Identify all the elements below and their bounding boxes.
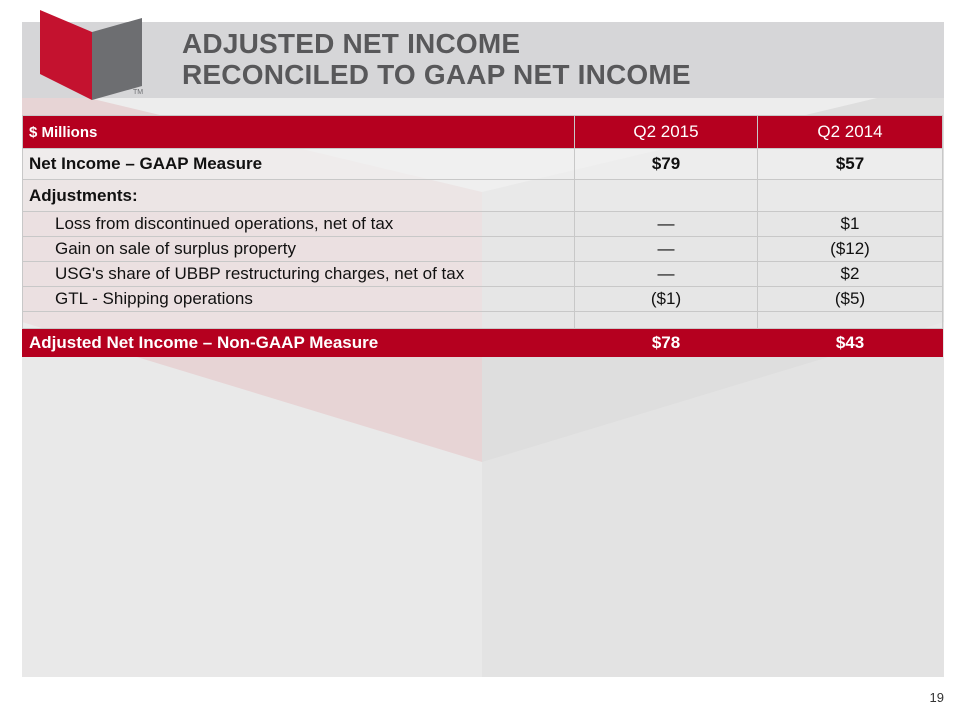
row-label: GTL - Shipping operations (23, 287, 575, 312)
row-value-q2-2015: — (575, 262, 758, 287)
row-value-q2-2015: $79 (575, 149, 758, 180)
page-title (182, 28, 691, 90)
logo-tm: TM (133, 89, 144, 96)
table-row (23, 212, 943, 237)
empty-cell (575, 180, 758, 212)
spacer-row (23, 312, 943, 329)
empty-cell (758, 180, 943, 212)
title-line-2: RECONCILED TO GAAP NET INCOME (182, 59, 691, 90)
row-label: Gain on sale of surplus property (23, 237, 575, 262)
reconciliation-table (22, 115, 943, 357)
table-header-row (23, 116, 943, 149)
table-row (23, 287, 943, 312)
row-value-q2-2014: ($12) (758, 237, 943, 262)
page-number: 19 (929, 690, 944, 705)
adjustments-heading-row (23, 180, 943, 212)
table-row (23, 237, 943, 262)
header-units: $ Millions (23, 116, 575, 149)
row-value-q2-2015: $78 (575, 329, 758, 357)
row-value-q2-2014: ($5) (758, 287, 943, 312)
row-value-q2-2015: — (575, 212, 758, 237)
row-value-q2-2014: $2 (758, 262, 943, 287)
title-line-1: ADJUSTED NET INCOME (182, 28, 521, 59)
row-value-q2-2014: $43 (758, 329, 943, 357)
gaap-net-income-row (23, 149, 943, 180)
row-label: USG's share of UBBP restructuring charges, net of tax (23, 262, 575, 287)
empty-cell (23, 312, 575, 329)
adjusted-net-income-row (23, 329, 943, 357)
header-q2-2015: Q2 2015 (575, 116, 758, 149)
empty-cell (758, 312, 943, 329)
row-value-q2-2015: ($1) (575, 287, 758, 312)
header-q2-2014: Q2 2014 (758, 116, 943, 149)
empty-cell (575, 312, 758, 329)
row-label: Net Income – GAAP Measure (23, 149, 575, 180)
table-row (23, 262, 943, 287)
row-label: Adjusted Net Income – Non-GAAP Measure (23, 329, 575, 357)
row-value-q2-2014: $57 (758, 149, 943, 180)
adjustments-label: Adjustments: (23, 180, 575, 212)
row-value-q2-2014: $1 (758, 212, 943, 237)
row-label: Loss from discontinued operations, net of tax (23, 212, 575, 237)
company-logo (30, 8, 170, 108)
row-value-q2-2015: — (575, 237, 758, 262)
